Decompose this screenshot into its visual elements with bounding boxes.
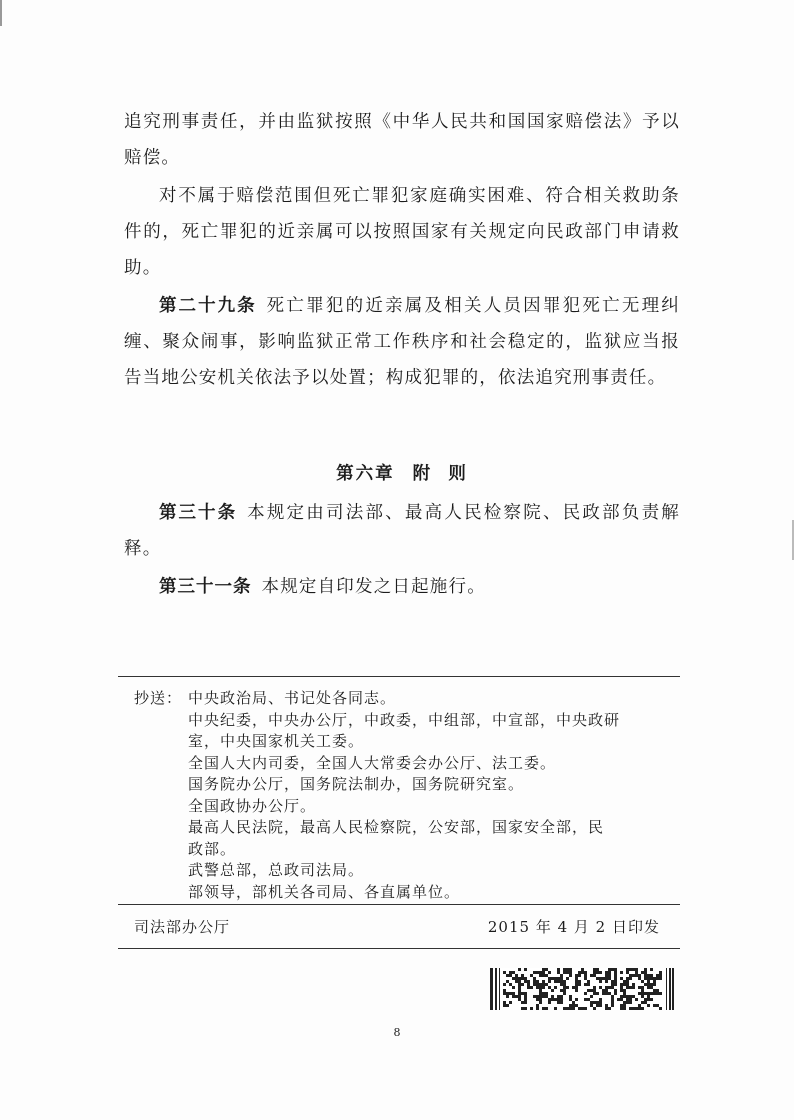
cc-label: 抄送：	[134, 689, 183, 707]
article-number: 第三十条	[159, 503, 238, 523]
cc-recipients	[188, 688, 684, 903]
chapter-title: 附 则	[412, 464, 468, 484]
body-text-top	[124, 104, 680, 396]
paragraph-continuation: 追究刑事责任，并由监狱按照《中华人民共和国国家赔偿法》予以赔偿。	[124, 112, 680, 168]
cc-line: 室，中央国家机关工委。	[188, 732, 365, 750]
cc-line: 全国政协办公厅。	[188, 796, 317, 815]
article-29	[124, 288, 680, 396]
divider-top	[118, 676, 680, 677]
cc-line: 武警总部，总政司法局。	[188, 861, 365, 879]
body-text-bottom	[124, 495, 680, 605]
chapter-heading	[124, 460, 680, 485]
issuer-name: 司法部办公厅	[134, 918, 231, 936]
issue-footer	[134, 916, 660, 937]
cc-line: 部领导，部机关各司局、各直属单位。	[188, 882, 461, 901]
cc-list	[134, 688, 684, 903]
scan-edge-mark	[0, 0, 2, 26]
chapter-number: 第六章	[336, 464, 395, 484]
article-31	[124, 569, 680, 605]
article-number: 第三十一条	[159, 577, 252, 597]
article-text: 本规定由司法部、最高人民检察院、民政部负责解释。	[124, 503, 681, 559]
cc-line: 最高人民法院，最高人民检察院，公安部，国家安全部，民	[188, 818, 605, 836]
paragraph-relief: 对不属于赔偿范围但死亡罪犯家庭确实困难、符合相关救助条件的，死亡罪犯的近亲属可以按照国家有关规定向民政部门申请救助。	[124, 186, 680, 278]
cc-line: 中央政治局、书记处各同志。	[188, 689, 397, 707]
cc-line: 政部。	[188, 839, 237, 858]
article-number: 第二十九条	[159, 296, 257, 316]
divider-middle	[118, 904, 680, 905]
article-30	[124, 495, 680, 567]
divider-bottom	[118, 948, 680, 949]
article-text: 本规定自印发之日起施行。	[261, 577, 486, 597]
cc-line: 全国人大内司委，全国人大常委会办公厅、法工委。	[188, 753, 557, 772]
cc-line: 中央纪委，中央办公厅，中政委，中组部，中宣部，中央政研	[188, 710, 621, 729]
issue-date: 2015 年 4 月 2 日印发	[487, 918, 660, 936]
page-number: 8	[393, 1026, 401, 1039]
article-text: 死亡罪犯的近亲属及相关人员因罪犯死亡无理纠缠、聚众闹事，影响监狱正常工作秩序和社会稳定的，监狱应当报告当地公安机关依法予以处置；构成犯罪的，依法追究刑事责任。	[124, 296, 681, 388]
cc-line: 国务院办公厅，国务院法制办，国务院研究室。	[188, 775, 525, 793]
barcode-icon	[490, 968, 674, 1010]
